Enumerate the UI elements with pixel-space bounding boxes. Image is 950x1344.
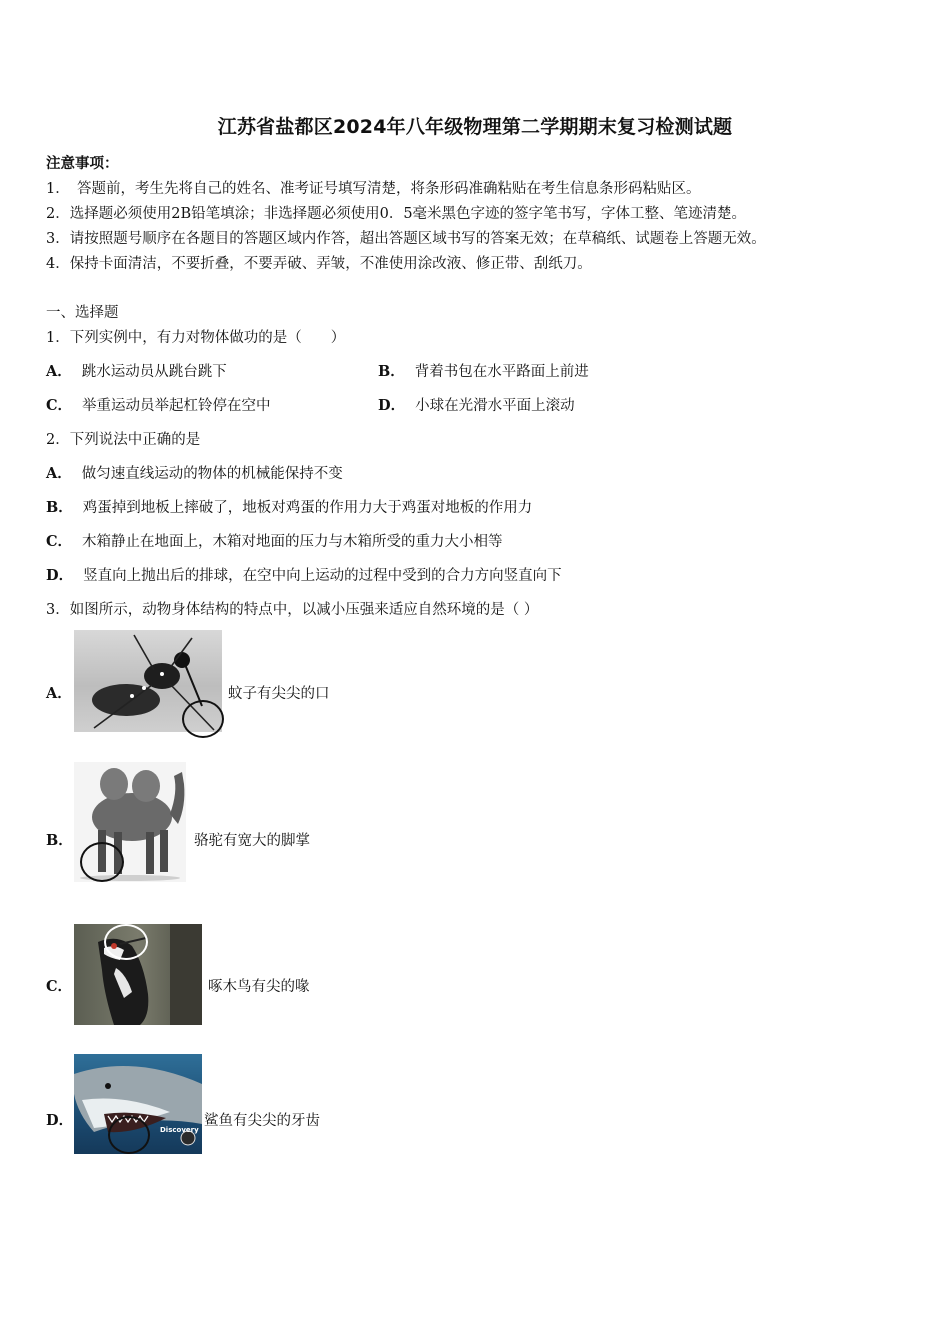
option-label: C． [46, 978, 73, 995]
option-label: A． [46, 685, 72, 702]
question-1-stem: 1．下列实例中，有力对物体做功的是（ ） [46, 330, 346, 346]
notice-heading: 注意事项： [46, 155, 119, 172]
option-label: C． [46, 397, 73, 414]
q3-option-b [46, 762, 406, 887]
option-text: 蚊子有尖尖的口 [228, 686, 330, 702]
option-text: 鸡蛋掉到地板上摔破了，地板对鸡蛋的作用力大于鸡蛋对地板的作用力 [82, 500, 533, 516]
highlight-circle [104, 924, 148, 960]
q3-option-c [46, 924, 406, 1028]
option-text: 啄木鸟有尖的喙 [208, 979, 310, 995]
option-text: 竖直向上抛出后的排球，在空中向上运动的过程中受到的合力方向竖直向下 [83, 568, 562, 584]
highlight-circle [80, 842, 124, 882]
option-text: 鲨鱼有尖尖的牙齿 [204, 1113, 320, 1129]
option-label: B． [378, 363, 405, 380]
page-title: 江苏省盐都区2024年八年级物理第二学期期末复习检测试题 [217, 116, 733, 138]
question-2-stem: 2．下列说法中正确的是 [46, 432, 201, 448]
option-label: D． [46, 567, 74, 584]
option-label: A． [46, 363, 72, 380]
discovery-logo: Discovery [160, 1126, 199, 1134]
q2-option-a [46, 462, 343, 483]
option-label: D． [378, 397, 406, 414]
option-text: 背着书包在水平路面上前进 [414, 364, 589, 380]
q1-option-c [46, 394, 271, 415]
q1-option-b [378, 360, 589, 381]
question-3-stem: 3．如图所示，动物身体结构的特点中，以减小压强来适应自然环境的是（ ） [46, 602, 539, 618]
q2-option-b [46, 496, 532, 517]
q1-option-a [46, 360, 227, 381]
highlight-circle [108, 1116, 150, 1154]
q1-option-d [378, 394, 575, 415]
highlight-circle [182, 700, 224, 738]
option-text: 木箱静止在地面上，木箱对地面的压力与木箱所受的重力大小相等 [82, 534, 503, 550]
q2-option-d [46, 564, 562, 585]
notice-item: 4．保持卡面清洁，不要折叠，不要弄破、弄皱，不准使用涂改液、修正带、刮纸刀。 [46, 256, 592, 272]
option-label: A． [46, 465, 72, 482]
q3-option-a [46, 630, 406, 740]
option-label: B． [46, 832, 73, 849]
q2-option-c [46, 530, 503, 551]
notice-item: 3．请按照题号顺序在各题目的答题区域内作答，超出答题区域书写的答案无效；在草稿纸、试题卷上答题无效。 [46, 231, 766, 247]
option-label: D． [46, 1112, 74, 1129]
option-text: 跳水运动员从跳台跳下 [81, 364, 227, 380]
option-label: C． [46, 533, 73, 550]
notice-item: 2．选择题必须使用2B铅笔填涂；非选择题必须使用0．5毫米黑色字迹的签字笔书写，字体工整、笔迹清楚。 [46, 206, 747, 222]
option-text: 骆驼有宽大的脚掌 [194, 833, 310, 849]
option-text: 小球在光滑水平面上滚动 [415, 398, 575, 414]
q3-option-d [46, 1054, 426, 1158]
option-text: 举重运动员举起杠铃停在空中 [82, 398, 271, 414]
option-label: B． [46, 499, 73, 516]
notice-item: 1． 答题前，考生先将自己的姓名、准考证号填写清楚，将条形码准确粘贴在考生信息条形码粘贴区。 [46, 181, 701, 197]
option-text: 做匀速直线运动的物体的机械能保持不变 [81, 466, 343, 482]
section-heading: 一、选择题 [46, 305, 119, 321]
